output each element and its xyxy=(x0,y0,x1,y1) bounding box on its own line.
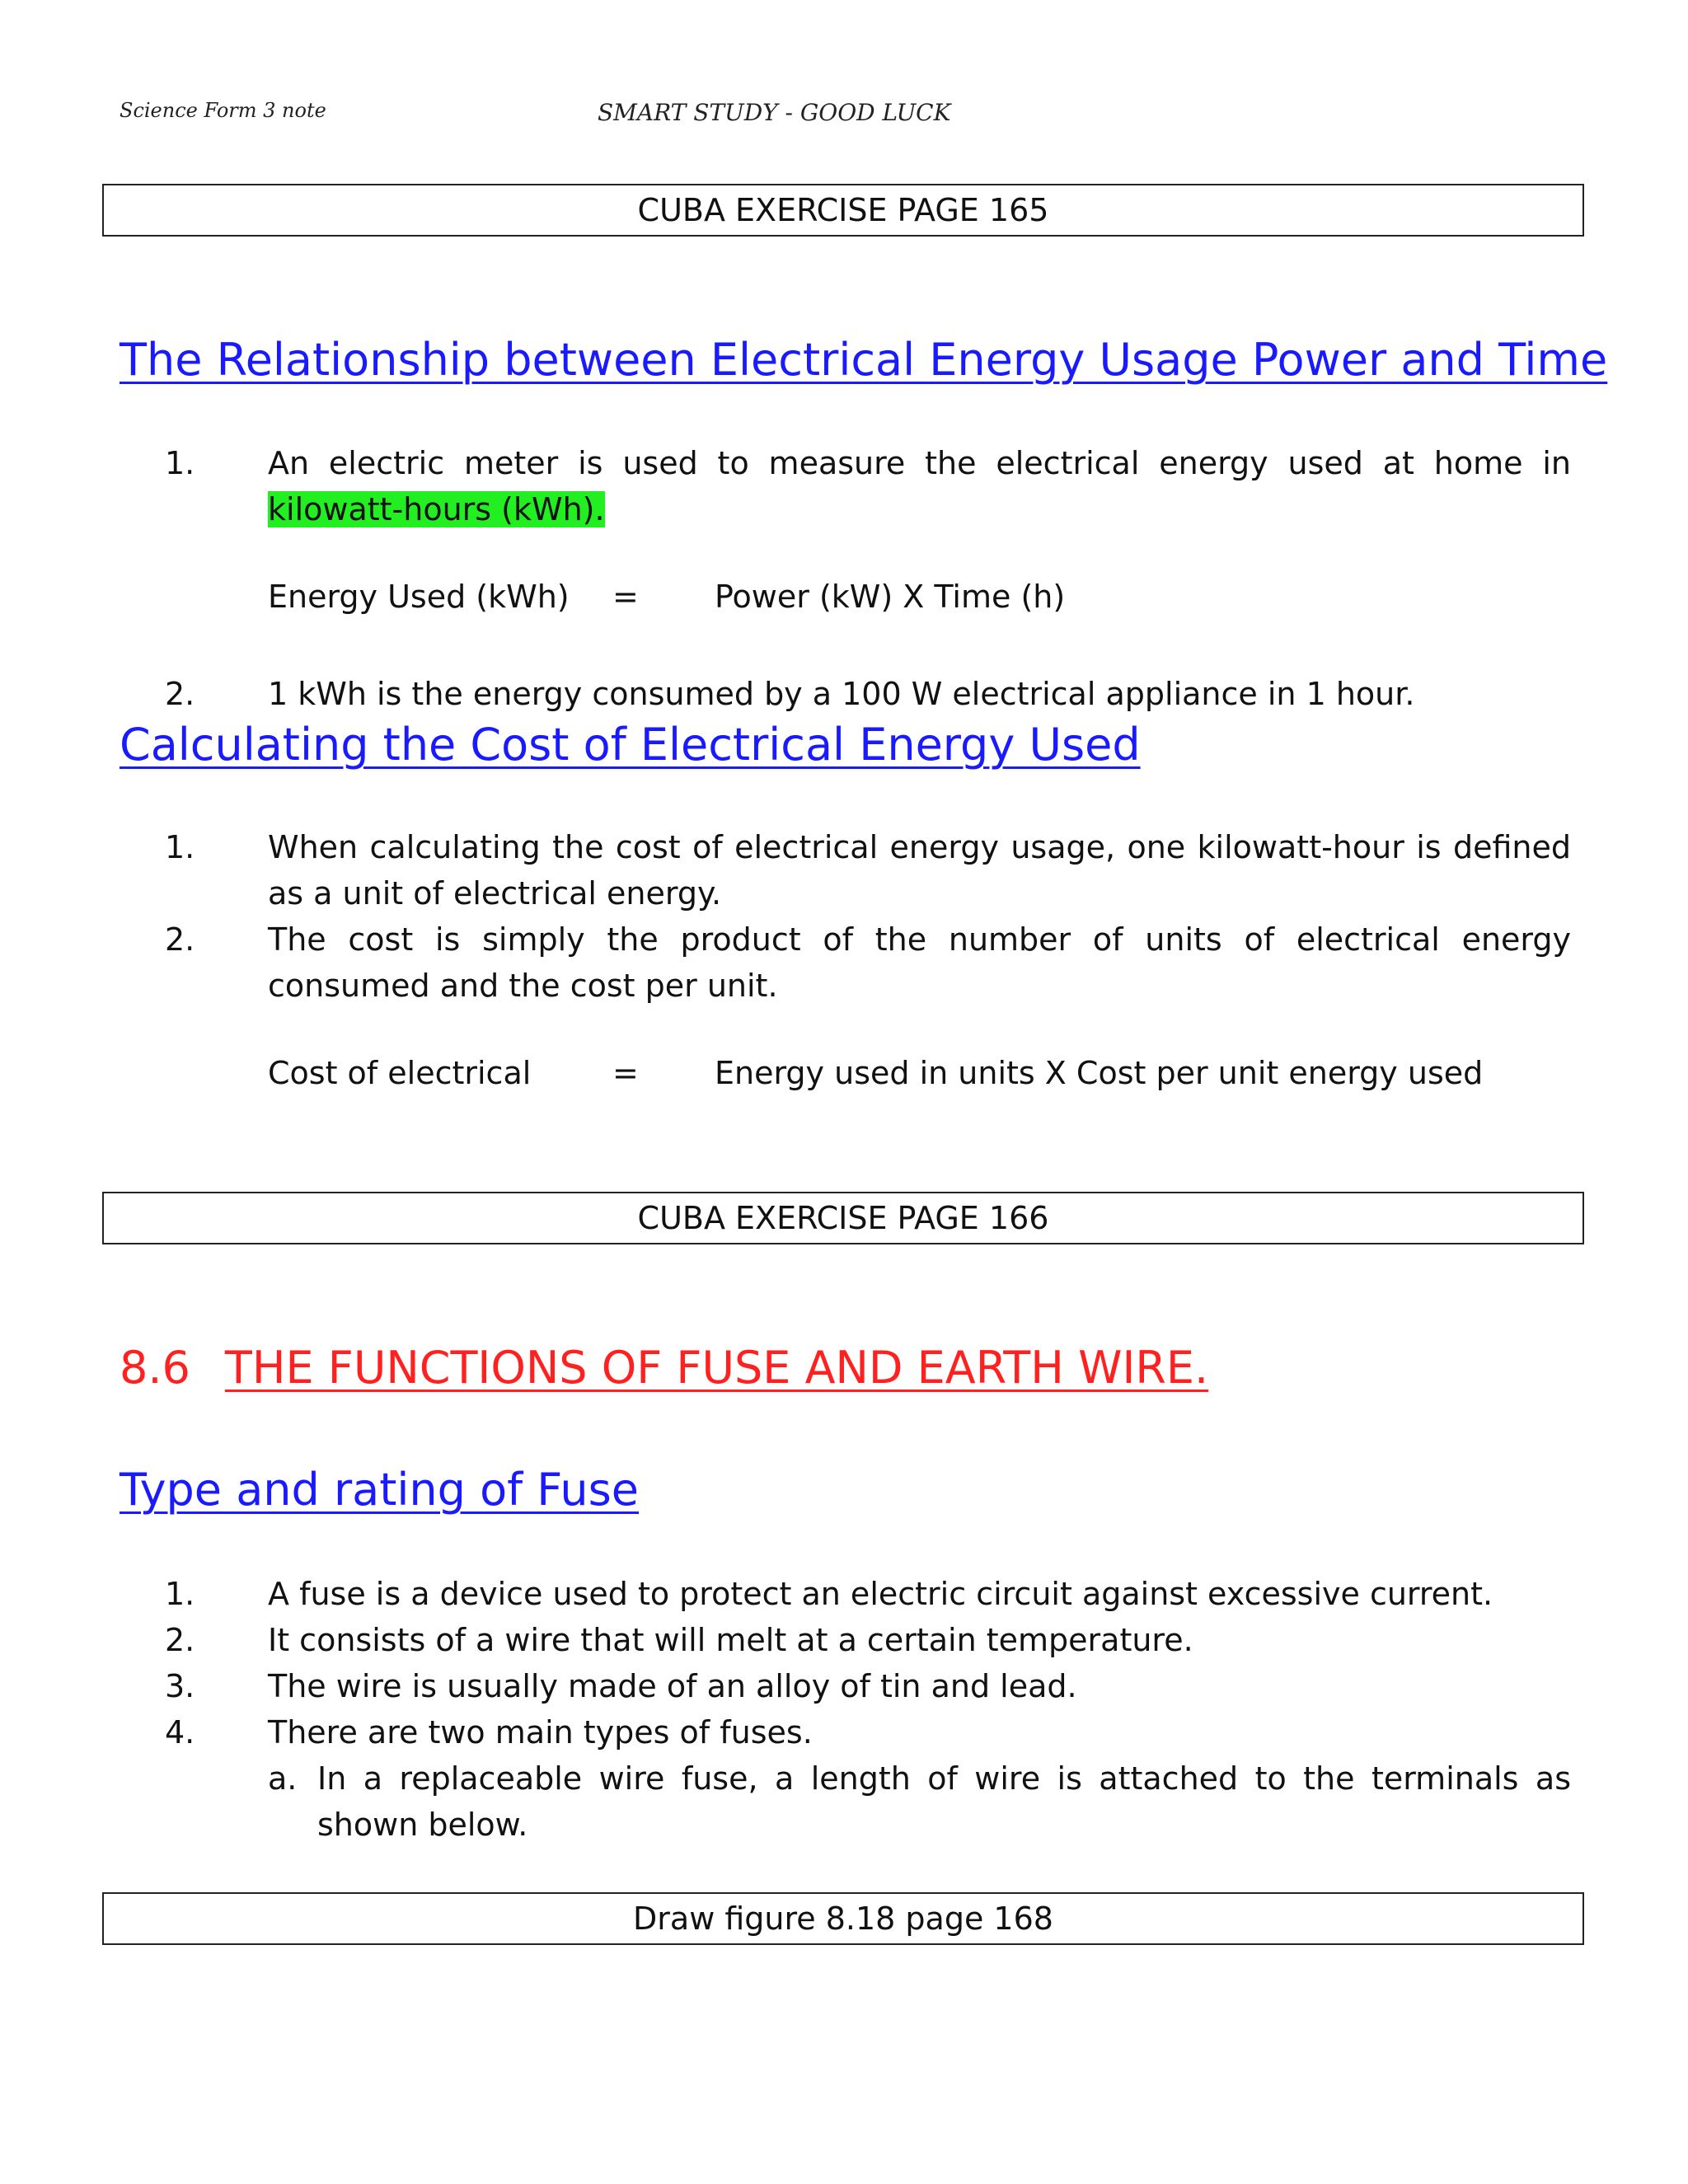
chapter-title: THE FUNCTIONS OF FUSE AND EARTH WIRE. xyxy=(224,1342,1209,1394)
list-number: 2. xyxy=(165,676,195,712)
chapter-heading-fuse-earth xyxy=(120,1342,1208,1394)
list-text: 1 kWh is the energy consumed by a 100 W electrical appliance in 1 hour. xyxy=(268,676,1415,712)
exercise-box-166: CUBA EXERCISE PAGE 166 xyxy=(102,1192,1584,1244)
sub-list-text: In a replaceable wire fuse, a length of wire is attached to the terminals as shown below. xyxy=(317,1760,1571,1843)
chapter-number: 8.6 xyxy=(120,1342,190,1394)
list-item xyxy=(165,1617,1571,1663)
list-text: A fuse is a device used to protect an electric circuit against excessive current. xyxy=(268,1576,1493,1612)
list-text xyxy=(268,440,1571,532)
list-number: 2. xyxy=(165,1622,195,1658)
sub-list-letter: a. xyxy=(268,1760,298,1797)
list-item xyxy=(165,671,1571,717)
list-item xyxy=(165,824,1571,916)
list-item xyxy=(165,440,1571,532)
formula-left: Energy Used (kWh) xyxy=(268,579,570,615)
exercise-box-165: CUBA EXERCISE PAGE 165 xyxy=(102,184,1584,237)
highlighted-term: kilowatt-hours (kWh). xyxy=(268,491,605,527)
formula-right: Energy used in units X Cost per unit energy used xyxy=(715,1055,1484,1091)
list-item xyxy=(165,1663,1571,1709)
header-subject: Science Form 3 note xyxy=(120,99,326,122)
formula-left: Cost of electrical xyxy=(268,1055,532,1091)
section-heading-energy-power-time: The Relationship between Electrical Energy Usage Power and Time xyxy=(120,334,1608,386)
list-text: The wire is usually made of an alloy of tin and lead. xyxy=(268,1668,1077,1704)
list-item xyxy=(165,1709,1571,1755)
list-text: When calculating the cost of electrical energy usage, one kilowatt-hour is defined as a unit of electrical energy. xyxy=(268,829,1571,912)
figure-instruction-box: Draw figure 8.18 page 168 xyxy=(102,1892,1584,1945)
formula-right: Power (kW) X Time (h) xyxy=(715,579,1066,615)
list-number: 1. xyxy=(165,1576,195,1612)
header-motto: SMART STUDY - GOOD LUCK xyxy=(598,99,951,126)
list-number: 1. xyxy=(165,445,195,481)
list-item xyxy=(165,1571,1571,1617)
section-heading-fuse-type: Type and rating of Fuse xyxy=(120,1464,639,1516)
list-number: 2. xyxy=(165,921,195,958)
list-number: 3. xyxy=(165,1668,195,1704)
list-text: It consists of a wire that will melt at a certain temperature. xyxy=(268,1622,1193,1658)
list-number: 4. xyxy=(165,1714,195,1750)
formula-equals: = xyxy=(612,579,639,615)
list-text: There are two main types of fuses. xyxy=(268,1714,813,1750)
list-item xyxy=(165,916,1571,1009)
section-heading-cost: Calculating the Cost of Electrical Energy Used xyxy=(120,719,1141,771)
list-text: The cost is simply the product of the number of units of electrical energy consumed and the cost per unit. xyxy=(268,921,1571,1004)
sub-list-item xyxy=(268,1755,1571,1848)
formula-equals: = xyxy=(612,1055,639,1091)
list-text-main: An electric meter is used to measure the electrical energy used at home in xyxy=(268,445,1571,481)
list-number: 1. xyxy=(165,829,195,865)
